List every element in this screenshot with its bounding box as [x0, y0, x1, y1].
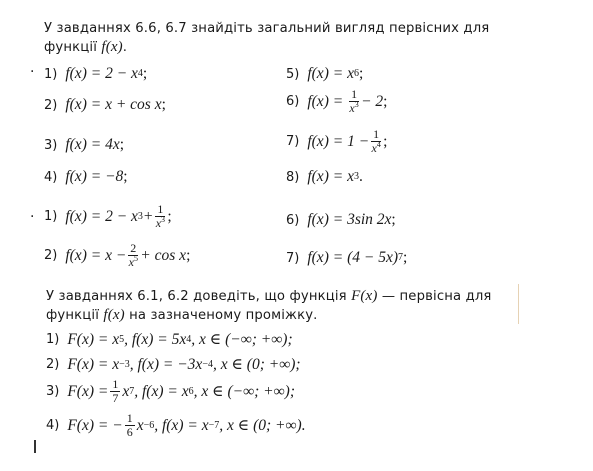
task-intro-6-1 [46, 287, 512, 325]
exercise-item: 6) f(x) = $\frac{1}{x^3}$ − 2 ; [286, 87, 388, 115]
exercise-item: 4) F(x) = − $\frac{1}{6}$ x −6 , f(x) = x −7 , x ∈ (0; +∞). [46, 411, 306, 439]
exercise-item: 3) F(x) = $\frac{1}{7}$ x 7 , f(x) = x 6 , x ∈ (−∞; +∞); [46, 377, 296, 405]
margin-mark [34, 440, 36, 453]
function-symbol: f(x) [101, 39, 123, 55]
function-symbol: f(x) [103, 307, 125, 323]
exercise-item: 2) f(x) = x − $\frac{2}{x^5}$ + cos x ; [44, 241, 191, 269]
exercise-item: 7) f(x) = (4 − 5x) 7 ; [286, 249, 408, 266]
intro-line-1: У завданнях 6.1, 6.2 доведіть, що функція F(x) — первісна для [46, 288, 492, 304]
exercise-item: 3) f(x) = 4x ; [44, 136, 125, 153]
fraction: $\frac{1}{7}$ [112, 377, 119, 405]
margin-dot: . [30, 60, 35, 76]
intro-line-2: функції f(x) на зазначеному проміжку. [46, 307, 318, 323]
exercise-item: 1) F(x) = x 5 , f(x) = 5x 4 , x ∈ (−∞; +∞); [46, 330, 293, 348]
fraction: $\frac{1}{x^3}$ [155, 202, 166, 230]
exercise-item: 1) f(x) = 2 − x 3 + $\frac{1}{x^3}$ ; [44, 202, 172, 230]
exercise-item: 1) f(x) = 2 − x 4 ; [44, 65, 148, 82]
exercise-item: 7) f(x) = 1 − $\frac{1}{x^4}$ ; [286, 127, 388, 155]
function-symbol: F(x) [351, 288, 378, 304]
exercise-item: 8) f(x) = x 3 . [286, 168, 363, 185]
exercise-item: 2) f(x) = x + cos x ; [44, 96, 166, 113]
intro-line-1: У завданнях 6.6, 6.7 знайдіть загальний вигляд первісних для [44, 21, 490, 36]
fraction: $\frac{1}{x^4}$ [371, 127, 381, 155]
fraction: $\frac{1}{x^3}$ [349, 87, 359, 115]
margin-dot: . [30, 205, 35, 221]
task-intro-6-6 [44, 20, 510, 57]
fraction: $\frac{2}{x^5}$ [128, 241, 138, 269]
exercise-item: 6) f(x) = 3sin 2x ; [286, 211, 396, 228]
scan-edge [518, 284, 519, 324]
exercise-item: 4) f(x) = −8 ; [44, 168, 128, 185]
exercise-item: 2) F(x) = x −3 , f(x) = −3x −4 , x ∈ (0; +∞); [46, 355, 301, 373]
intro-line-2: функції f(x). [44, 39, 128, 55]
exercise-item: 5) f(x) = x 6 ; [286, 65, 364, 82]
fraction: $\frac{1}{6}$ [126, 411, 133, 439]
